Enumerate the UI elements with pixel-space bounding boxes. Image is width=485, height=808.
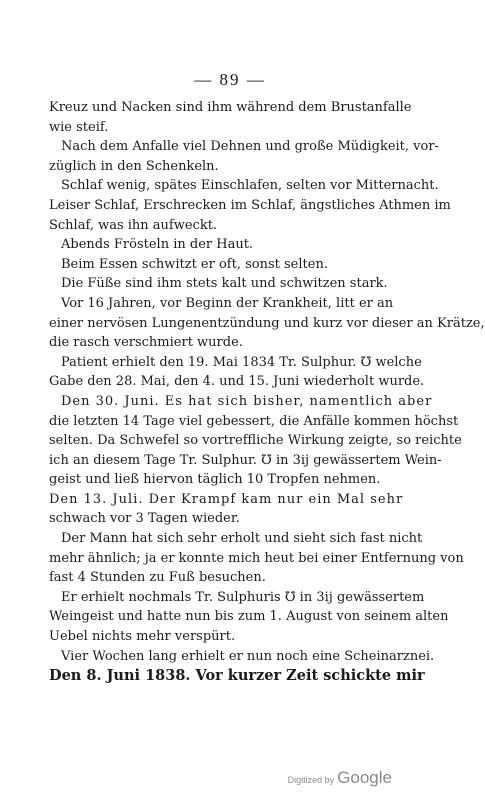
text-line: geist und ließ hiervon täglich 10 Tropfen nehmen. bbox=[49, 472, 381, 488]
text-line: Vor 16 Jahren, vor Beginn der Krankheit, litt er an bbox=[61, 295, 394, 311]
text-line: Weingeist und hatte nun bis zum 1. August von seinem alten bbox=[49, 609, 449, 625]
entry-dated-line: Den 8. Juni 1838. Vor kurzer Zeit schickte mir bbox=[49, 667, 425, 685]
entry-dated-line: Den 13. Juli. Der Krampf kam nur ein Mal sehr bbox=[49, 491, 404, 507]
text-line: Nach dem Anfalle viel Dehnen und große Müdigkeit, vor- bbox=[61, 139, 439, 155]
text-line: Uebel nichts mehr verspürt. bbox=[49, 629, 236, 645]
text-line: Er erhielt nochmals Tr. Sulphuris ℧ in 3ij gewässertem bbox=[61, 589, 425, 605]
text-line: einer nervösen Lungenentzündung und kurz vor dieser an Krätze, bbox=[49, 315, 485, 331]
digitized-label: Digitized by bbox=[287, 775, 335, 785]
text-line: ich an diesem Tage Tr. Sulphur. ℧ in 3ij gewässertem Wein- bbox=[49, 452, 442, 468]
text-line: fast 4 Stunden zu Fuß besuchen. bbox=[49, 570, 266, 586]
text-line: Patient erhielt den 19. Mai 1834 Tr. Sulphur. ℧ welche bbox=[61, 354, 422, 370]
text-line: Beim Essen schwitzt er oft, sonst selten. bbox=[61, 256, 328, 272]
text-line: Kreuz und Nacken sind ihm während dem Brustanfalle bbox=[49, 100, 412, 115]
text-line: Schlaf wenig, spätes Einschlafen, selten vor Mitternacht. bbox=[61, 178, 439, 194]
text-line: schwach vor 3 Tagen wieder. bbox=[49, 511, 240, 527]
text-line: züglich in den Schenkeln. bbox=[49, 158, 219, 174]
text-line: wie steif. bbox=[49, 119, 109, 135]
text-line: Abends Frösteln in der Haut. bbox=[61, 237, 254, 253]
digitized-watermark bbox=[288, 768, 392, 788]
text-line: Leiser Schlaf, Erschrecken im Schlaf, ängstliches Athmen im bbox=[49, 197, 451, 213]
text-line: die letzten 14 Tage viel gebessert, die Anfälle kommen höchst bbox=[49, 413, 459, 429]
body-text bbox=[49, 98, 485, 686]
text-line: die rasch verschmiert wurde. bbox=[49, 335, 243, 351]
entry-dated-line: Den 30. Juni. Es hat sich bisher, namentlich aber bbox=[61, 393, 433, 409]
text-line: mehr ähnlich; ja er konnte mich heut bei einer Entfernung von bbox=[49, 550, 464, 566]
text-line: Gabe den 28. Mai, den 4. und 15. Juni wiederholt wurde. bbox=[49, 374, 425, 390]
text-line: selten. Da Schwefel so vortreffliche Wirkung zeigte, so reichte bbox=[49, 433, 462, 449]
google-logo: Google bbox=[337, 768, 392, 787]
text-line: Die Füße sind ihm stets kalt und schwitzen stark. bbox=[61, 276, 388, 292]
text-line: Schlaf, was ihn aufweckt. bbox=[49, 217, 218, 233]
page-number: — 89 — bbox=[194, 70, 266, 89]
text-line: Der Mann hat sich sehr erholt und sieht sich fast nicht bbox=[61, 531, 423, 547]
text-line: Vier Wochen lang erhielt er nun noch eine Scheinarznei. bbox=[61, 648, 435, 664]
